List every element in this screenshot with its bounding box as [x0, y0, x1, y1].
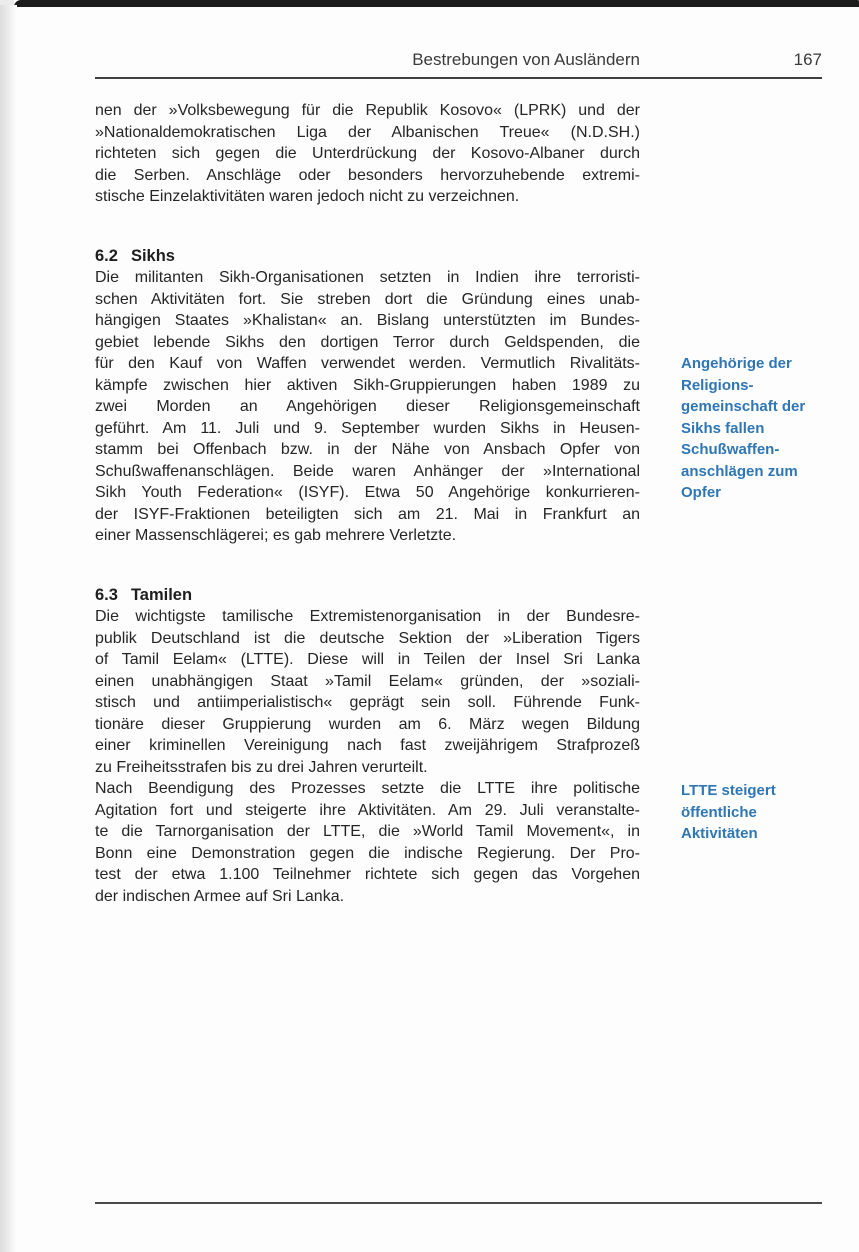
paragraph	[95, 778, 640, 907]
margin-note-line: Opfer	[681, 484, 722, 501]
margin-note-line: Aktivitäten	[681, 825, 758, 842]
text-line: Die wichtigste tamilische Extremistenorganisation in der Bundesre-	[95, 608, 640, 625]
section-heading	[95, 246, 640, 268]
margin-note-line: öffentliche	[681, 803, 757, 821]
paragraph	[95, 606, 640, 778]
text-line: der indischen Armee auf Sri Lanka.	[95, 887, 345, 905]
margin-note-line: Sikhs fallen	[681, 419, 765, 437]
margin-note-line: LTTE steigert	[681, 782, 776, 799]
text-line: stische Einzelaktivitäten waren jedoch nicht zu verzeichnen.	[95, 188, 520, 205]
margin-note-ltte	[681, 780, 853, 845]
header-rule	[95, 77, 822, 79]
text-line: »Nationaldemokratischen Liga der Albanischen Treue« (N.D.SH.)	[95, 123, 640, 141]
margin-note-line: Schußwaffen-	[681, 441, 780, 458]
text-line: stisch und antiimperialistisch« geprägt sein soll. Führende Funk-	[95, 694, 640, 711]
text-line: te die Tarnorganisation der LTTE, die »World Tamil Movement«, in	[95, 823, 640, 840]
text-line: stamm bei Offenbach bzw. in der Nähe von Ansbach Opfer von	[95, 441, 640, 458]
text-line: test der etwa 1.100 Teilnehmer richtete sich gegen das Vorgehen	[95, 866, 640, 883]
text-line: kämpfe zwischen hier aktiven Sikh-Gruppierungen haben 1989 zu	[95, 376, 640, 394]
section-title: Tamilen	[130, 585, 193, 604]
text-line: nen der »Volksbewegung für die Republik Kosovo« (LPRK) und der	[95, 102, 640, 119]
text-line: einen unabhängigen Staat »Tamil Eelam« gründen, der »soziali-	[95, 672, 640, 690]
text-line: Sikh Youth Federation« (ISYF). Etwa 50 Angehörige konkurrieren-	[95, 484, 640, 501]
text-line: schen Aktivitäten fort. Sie streben dort die Gründung eines unab-	[95, 290, 640, 308]
text-line: Bonn eine Demonstration gegen die indische Regierung. Der Pro-	[95, 844, 640, 862]
text-line: tionäre dieser Gruppierung wurden am 6. März wegen Bildung	[95, 715, 640, 733]
margin-note-line: gemeinschaft der	[681, 398, 806, 415]
text-line: Die militanten Sikh-Organisationen setzten in Indien ihre terroristi-	[95, 269, 640, 286]
text-line: Agitation fort und steigerte ihre Aktivitäten. Am 29. Juli veranstalte-	[95, 801, 640, 819]
margin-note-line: Religions-	[681, 376, 754, 394]
text-line: der ISYF-Fraktionen beteiligten sich am 21. Mai in Frankfurt an	[95, 505, 640, 523]
text-line: zwei Morden an Angehörigen dieser Religionsgemeinschaft	[95, 398, 640, 415]
section-title: Sikhs	[130, 246, 175, 265]
text-line: publik Deutschland ist die deutsche Sektion der »Liberation Tigers	[95, 629, 640, 647]
running-header-title: Bestrebungen von Ausländern	[412, 50, 640, 69]
text-line: gebiet lebende Sikhs den dortigen Terror durch Geldspenden, die	[95, 333, 640, 351]
page-number: 167	[793, 50, 822, 69]
text-line: richteten sich gegen die Unterdrückung der Kosovo-Albaner durch	[95, 145, 640, 162]
text-line: geführt. Am 11. Juli und 9. September wurden Sikhs in Heusen-	[95, 419, 640, 437]
paragraph	[95, 100, 640, 208]
page-header	[95, 50, 822, 72]
margin-note-line: Angehörige der	[681, 355, 792, 372]
text-line: Schußwaffenanschlägen. Beide waren Anhänger der »International	[95, 462, 640, 480]
section-number: 6.3	[95, 585, 118, 604]
paragraph	[95, 267, 640, 547]
margin-note-line: anschlägen zum	[681, 462, 798, 480]
text-line: einer Massenschlägerei; es gab mehrere Verletzte.	[95, 527, 457, 544]
text-line: für den Kauf von Waffen verwendet werden. Vermutlich Rivalitäts-	[95, 355, 640, 372]
scan-left-gutter	[0, 5, 17, 1252]
text-line: of Tamil Eelam« (LTTE). Diese will in Teilen der Insel Sri Lanka	[95, 651, 640, 668]
section-heading	[95, 585, 640, 607]
text-line: einer kriminellen Vereinigung nach fast zweijährigem Strafprozeß	[95, 737, 640, 754]
section-number: 6.2	[95, 246, 118, 265]
text-line: hängigen Staates »Khalistan« an. Bislang unterstützten im Bundes-	[95, 312, 640, 329]
text-line: zu Freiheitsstrafen bis zu drei Jahren verurteilt.	[95, 758, 428, 776]
text-column	[95, 100, 640, 907]
footer-rule	[95, 1202, 822, 1204]
margin-note-sikhs	[681, 353, 853, 504]
text-line: Nach Beendigung des Prozesses setzte die LTTE ihre politische	[95, 780, 640, 797]
scan-top-edge	[14, 0, 859, 7]
text-line: die Serben. Anschläge oder besonders hervorzuhebende extremi-	[95, 166, 640, 184]
